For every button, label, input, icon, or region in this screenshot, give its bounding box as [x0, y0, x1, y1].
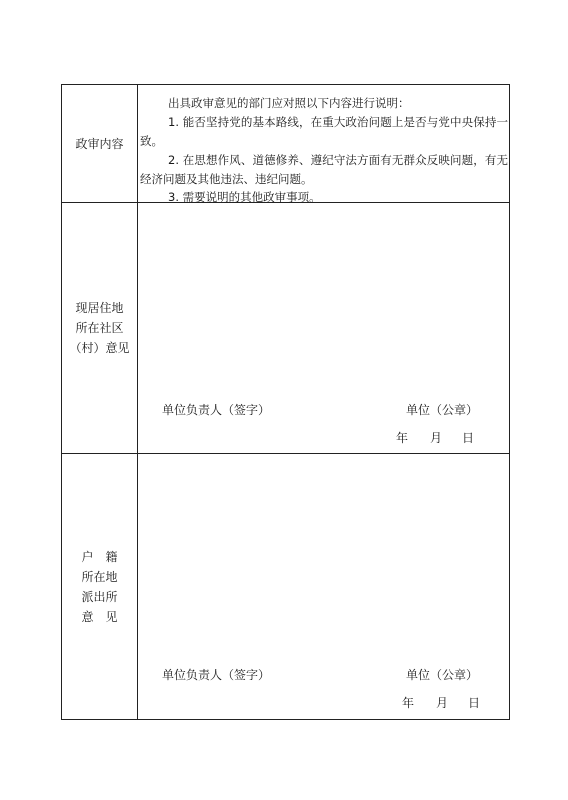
community-label-line-3: （村）意见 [69, 341, 130, 355]
police-label-line-1: 户 籍 [81, 550, 118, 564]
police-date-day: 日 [468, 696, 481, 710]
police-date-month: 月 [436, 696, 449, 710]
police-station-opinion-label [62, 454, 138, 720]
community-opinion-label [62, 203, 138, 453]
review-content-row [62, 85, 509, 203]
community-signer-label: 单位负责人（签字） [162, 403, 271, 417]
police-label-line-4: 意 见 [81, 610, 118, 624]
community-label-line-1: 现居住地 [75, 301, 124, 315]
community-opinion-field[interactable] [138, 203, 509, 453]
review-content-cell [138, 85, 509, 202]
review-item-1: 1. 能否坚持党的基本路线，在重大政治问题上是否与党中央保持一致。 [140, 115, 508, 148]
police-station-opinion-row [62, 454, 509, 720]
review-item-3: 3. 需要说明的其他政审事项。 [168, 190, 321, 204]
community-opinion-row [62, 203, 509, 454]
community-label-line-2: 所在社区 [75, 321, 124, 335]
community-seal-label: 单位（公章） [406, 403, 479, 417]
police-date-year: 年 [402, 696, 415, 710]
police-label-line-3: 派出所 [81, 590, 118, 604]
political-review-form [61, 84, 510, 720]
review-content-label: 政审内容 [62, 85, 138, 202]
review-intro-text: 出具政审意见的部门应对照以下内容进行说明： [168, 96, 410, 110]
police-signer-label: 单位负责人（签字） [162, 668, 271, 682]
police-seal-label: 单位（公章） [406, 668, 479, 682]
community-date-day: 日 [462, 431, 475, 445]
police-label-line-2: 所在地 [81, 570, 118, 584]
review-item-2: 2. 在思想作风、道德修养、遵纪守法方面有无群众反映问题，有无经济问题及其他违法、违纪问题。 [140, 153, 508, 186]
community-date-year: 年 [396, 431, 409, 445]
community-date-month: 月 [430, 431, 443, 445]
police-station-opinion-field[interactable] [138, 454, 509, 720]
